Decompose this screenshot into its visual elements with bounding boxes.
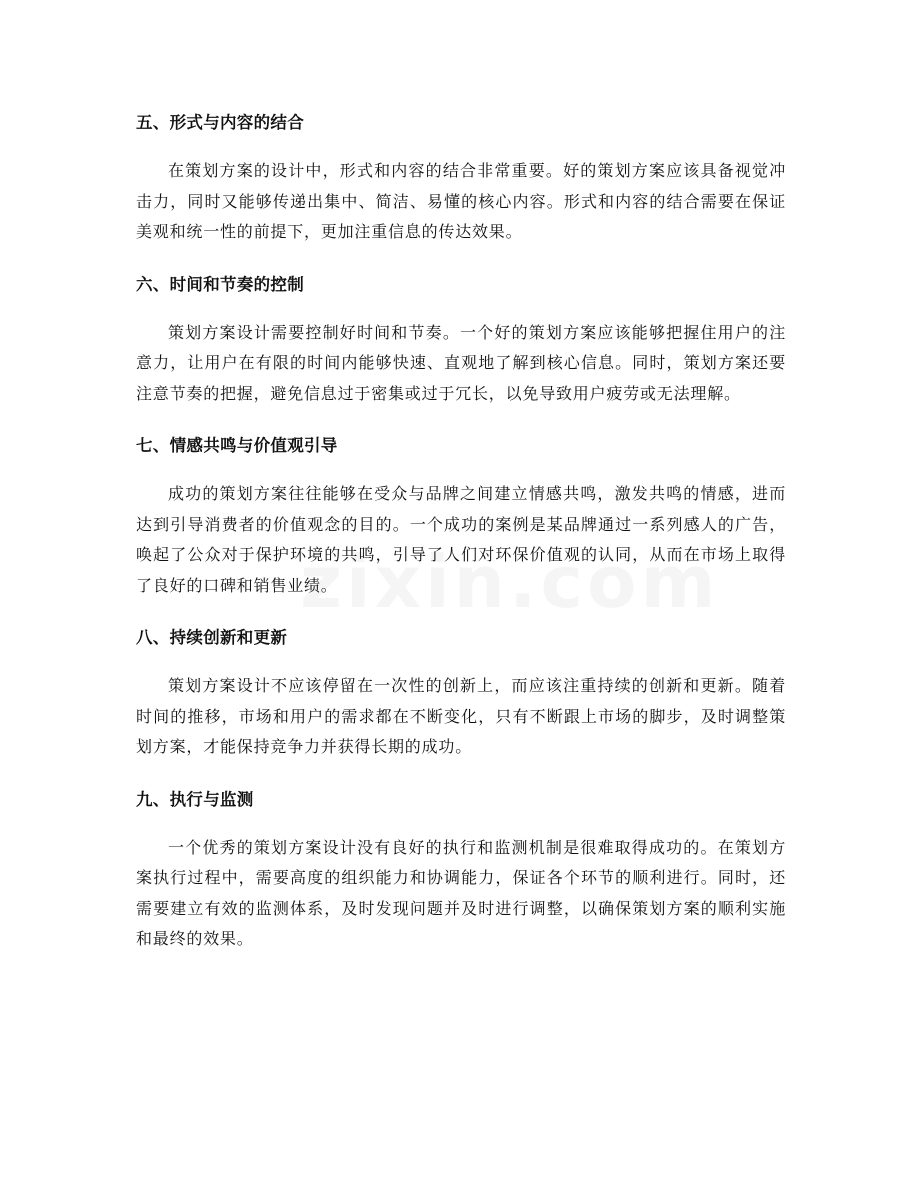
section-paragraph: 策划方案设计不应该停留在一次性的创新上，而应该注重持续的创新和更新。随着时间的推移，市场和用户的需求都在不断变化，只有不断跟上市场的脚步，及时调整策划方案，才能保持竞争力并获得长期的成功。 [136, 676, 786, 756]
section-7 [136, 427, 786, 601]
document-content [136, 104, 786, 973]
section-5 [136, 104, 786, 248]
section-paragraph: 在策划方案的设计中，形式和内容的结合非常重要。好的策划方案应该具备视觉冲击力，同时又能够传递出集中、简洁、易懂的核心内容。形式和内容的结合需要在保证美观和统一性的前提下，更加注重信息的传达效果。 [136, 161, 786, 241]
section-heading: 六、时间和节奏的控制 [136, 274, 304, 294]
section-8 [136, 619, 786, 763]
section-heading: 八、持续创新和更新 [136, 628, 288, 647]
section-paragraph: 策划方案设计需要控制好时间和节奏。一个好的策划方案应该能够把握住用户的注意力，让用户在有限的时间内能够快速、直观地了解到核心信息。同时，策划方案还要注意节奏的把握，避免信息过于密集或过于冗长，以免导致用户疲劳或无法理解。 [136, 322, 786, 403]
section-6 [136, 266, 786, 410]
section-heading: 五、形式与内容的结合 [136, 113, 304, 132]
section-heading: 七、情感共鸣与价值观引导 [136, 436, 338, 455]
section-9 [136, 781, 786, 955]
section-heading: 九、执行与监测 [136, 789, 254, 809]
section-paragraph: 成功的策划方案往往能够在受众与品牌之间建立情感共鸣，激发共鸣的情感，进而达到引导消费者的价值观念的目的。一个成功的案例是某品牌通过一系列感人的广告，唤起了公众对于保护环境的共鸣，引导了人们对环保价值观的认同，从而在市场上取得了良好的口碑和销售业绩。 [136, 484, 786, 595]
section-paragraph: 一个优秀的策划方案设计没有良好的执行和监测机制是很难取得成功的。在策划方案执行过程中，需要高度的组织能力和协调能力，保证各个环节的顺利进行。同时，还需要建立有效的监测体系，及时发现问题并及时进行调整，以确保策划方案的顺利实施和最终的效果。 [136, 837, 786, 948]
